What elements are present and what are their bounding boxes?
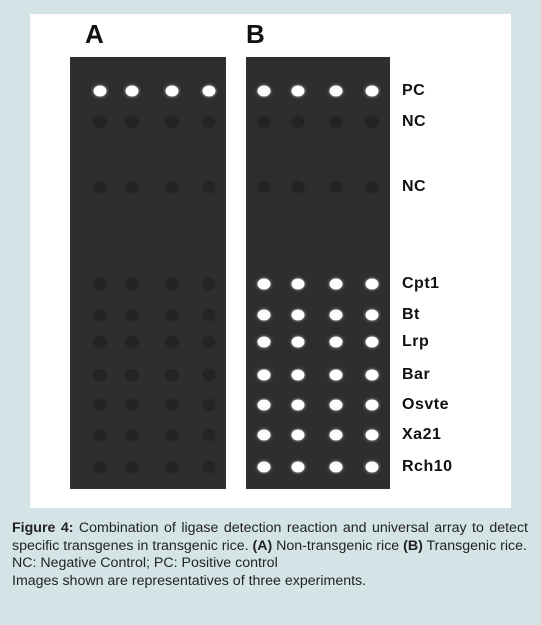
spot-b-cpt1-4	[366, 279, 379, 290]
spot-b-nc-1	[259, 183, 269, 192]
caption-figure-label: Figure 4:	[12, 520, 74, 536]
spot-a-xa21-1	[95, 431, 105, 440]
spot-a-bt-2	[127, 311, 137, 320]
spot-a-nc-3	[167, 118, 177, 127]
spot-a-xa21-4	[204, 431, 214, 440]
spot-b-bt-3	[330, 310, 343, 321]
spot-b-pc-2	[292, 86, 305, 97]
spot-a-lrp-1	[95, 338, 105, 347]
spot-b-lrp-1	[258, 337, 271, 348]
spot-b-nc-4	[367, 183, 377, 192]
caption-a-label: (A)	[252, 537, 273, 554]
spot-b-pc-1	[258, 86, 271, 97]
spot-a-lrp-3	[167, 338, 177, 347]
spot-b-bar-3	[330, 370, 343, 381]
spot-b-bar-2	[292, 370, 305, 381]
spot-a-nc-2	[127, 118, 137, 127]
blot-panel-b	[246, 57, 390, 489]
spot-b-pc-4	[366, 86, 379, 97]
spot-a-xa21-2	[127, 431, 137, 440]
spot-a-pc-1	[94, 86, 107, 97]
spot-b-lrp-3	[330, 337, 343, 348]
panel-b-label: B	[246, 19, 265, 49]
spot-a-cpt1-4	[204, 280, 214, 289]
spot-b-bar-4	[366, 370, 379, 381]
spot-a-cpt1-3	[167, 280, 177, 289]
spot-a-xa21-3	[167, 431, 177, 440]
spot-a-lrp-2	[127, 338, 137, 347]
spot-b-cpt1-1	[258, 279, 271, 290]
spot-a-nc-4	[204, 118, 214, 127]
spot-b-nc-2	[293, 118, 303, 127]
spot-a-bar-2	[127, 371, 137, 380]
spot-a-bt-1	[95, 311, 105, 320]
spot-b-cpt1-2	[292, 279, 305, 290]
caption-abbreviations: NC: Negative Control; PC: Positive control	[12, 555, 278, 571]
blot-panel-a	[70, 57, 226, 489]
spot-b-rch10-1	[258, 462, 271, 473]
caption-note: Images shown are representatives of three experiments.	[12, 572, 367, 589]
row-label-nc: NC	[402, 113, 427, 130]
caption-text-1: Combination of ligase detection reaction and universal array to detect specific transgenes in transgenic rice.	[12, 520, 528, 554]
spot-b-xa21-2	[292, 430, 305, 441]
spot-b-osvte-1	[258, 400, 271, 411]
spot-b-nc-3	[331, 118, 341, 127]
spot-b-xa21-1	[258, 430, 271, 441]
spot-a-rch10-1	[95, 463, 105, 472]
spot-b-nc-1	[259, 118, 269, 127]
spot-a-bar-3	[167, 371, 177, 380]
spot-a-rch10-2	[127, 463, 137, 472]
spot-a-osvte-4	[204, 401, 214, 410]
spot-a-bt-4	[204, 311, 214, 320]
row-label-rch10: Rch10	[402, 458, 453, 475]
spot-b-cpt1-3	[330, 279, 343, 290]
spot-a-rch10-3	[167, 463, 177, 472]
row-label-pc: PC	[402, 82, 426, 99]
figure-panel	[30, 14, 511, 508]
spot-b-lrp-4	[366, 337, 379, 348]
spot-b-rch10-4	[366, 462, 379, 473]
caption-text-2: Non-transgenic rice	[272, 537, 404, 554]
spot-a-nc-1	[95, 183, 105, 192]
spot-a-pc-2	[126, 86, 139, 97]
row-label-bt: Bt	[402, 306, 420, 323]
spot-b-xa21-3	[330, 430, 343, 441]
spot-a-cpt1-2	[127, 280, 137, 289]
spot-a-lrp-4	[204, 338, 214, 347]
spot-b-nc-3	[331, 183, 341, 192]
spot-b-osvte-4	[366, 400, 379, 411]
row-label-lrp: Lrp	[402, 333, 430, 350]
spot-b-osvte-2	[292, 400, 305, 411]
spot-a-nc-2	[127, 183, 137, 192]
spot-a-osvte-2	[127, 401, 137, 410]
spot-b-pc-3	[330, 86, 343, 97]
spot-a-bar-1	[95, 371, 105, 380]
spot-a-pc-3	[166, 86, 179, 97]
caption-b-label: (B)	[403, 537, 423, 554]
figure-caption	[12, 520, 528, 590]
row-label-cpt1: Cpt1	[402, 275, 440, 292]
spot-a-rch10-4	[204, 463, 214, 472]
spot-b-bt-2	[292, 310, 305, 321]
spot-b-rch10-2	[292, 462, 305, 473]
spot-a-pc-4	[203, 86, 216, 97]
spot-b-bt-1	[258, 310, 271, 321]
spot-a-cpt1-1	[95, 280, 105, 289]
spot-a-bt-3	[167, 311, 177, 320]
spot-a-nc-1	[95, 118, 105, 127]
spot-b-bar-1	[258, 370, 271, 381]
row-label-xa21: Xa21	[402, 426, 442, 443]
spot-b-lrp-2	[292, 337, 305, 348]
spot-a-osvte-3	[167, 401, 177, 410]
caption-text-3: Transgenic rice.	[422, 537, 527, 554]
row-label-bar: Bar	[402, 366, 431, 383]
spot-b-bt-4	[366, 310, 379, 321]
spot-b-osvte-3	[330, 400, 343, 411]
row-label-nc: NC	[402, 178, 427, 195]
spot-a-osvte-1	[95, 401, 105, 410]
spot-b-nc-4	[367, 118, 377, 127]
spot-b-xa21-4	[366, 430, 379, 441]
panel-a-label: A	[85, 19, 104, 49]
caption-main	[12, 520, 528, 555]
spot-a-nc-4	[204, 183, 214, 192]
row-label-osvte: Osvte	[402, 396, 449, 413]
spot-b-nc-2	[293, 183, 303, 192]
spot-a-bar-4	[204, 371, 214, 380]
spot-b-rch10-3	[330, 462, 343, 473]
spot-a-nc-3	[167, 183, 177, 192]
